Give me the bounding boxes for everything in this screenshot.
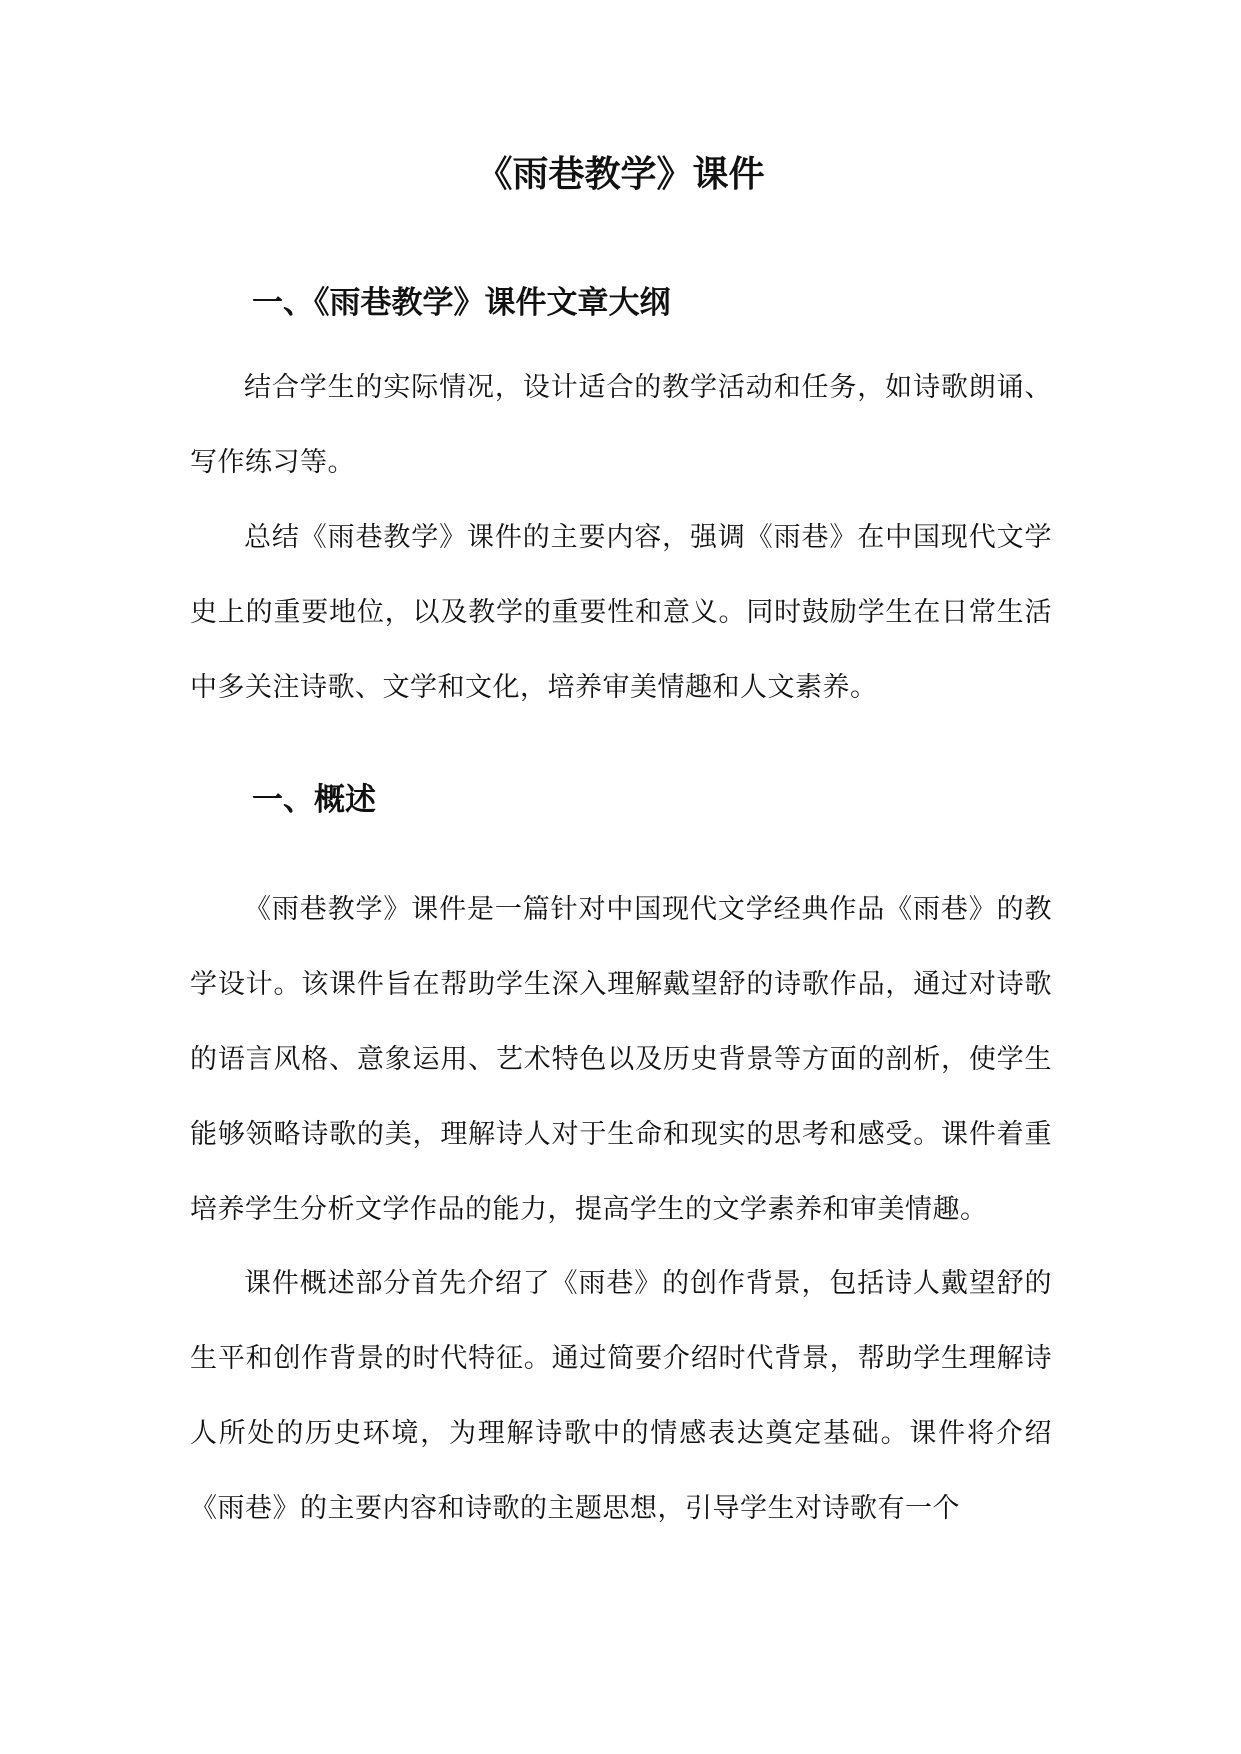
outline-paragraph-activities: 结合学生的实际情况，设计适合的教学活动和任务，如诗歌朗诵、写作练习等。	[190, 372, 1052, 478]
section-heading-outline: 一、《雨巷教学》课件文章大纲	[252, 285, 671, 321]
document-title: 《雨巷教学》课件	[476, 154, 765, 195]
overview-paragraph-background: 课件概述部分首先介绍了《雨巷》的创作背景，包括诗人戴望舒的生平和创作背景的时代特征。通过简要介绍时代背景，帮助学生理解诗人所处的历史环境，为理解诗歌中的情感表达奠定基础。课件将介绍《雨巷》的主要内容和诗歌的主题思想，引导学生对诗歌有一个	[190, 1268, 1052, 1524]
outline-paragraph-summary: 总结《雨巷教学》课件的主要内容，强调《雨巷》在中国现代文学史上的重要地位，以及教学的重要性和意义。同时鼓励学生在日常生活中多关注诗歌、文学和文化，培养审美情趣和人文素养。	[190, 522, 1052, 703]
overview-paragraph-intro: 《雨巷教学》课件是一篇针对中国现代文学经典作品《雨巷》的教学设计。该课件旨在帮助学生深入理解戴望舒的诗歌作品，通过对诗歌的语言风格、意象运用、艺术特色以及历史背景等方面的剖析，使学生能够领略诗歌的美，理解诗人对于生命和现实的思考和感受。课件着重培养学生分析文学作品的能力，提高学生的文学素养和审美情趣。	[190, 894, 1052, 1225]
section-heading-overview: 一、概述	[252, 782, 376, 818]
